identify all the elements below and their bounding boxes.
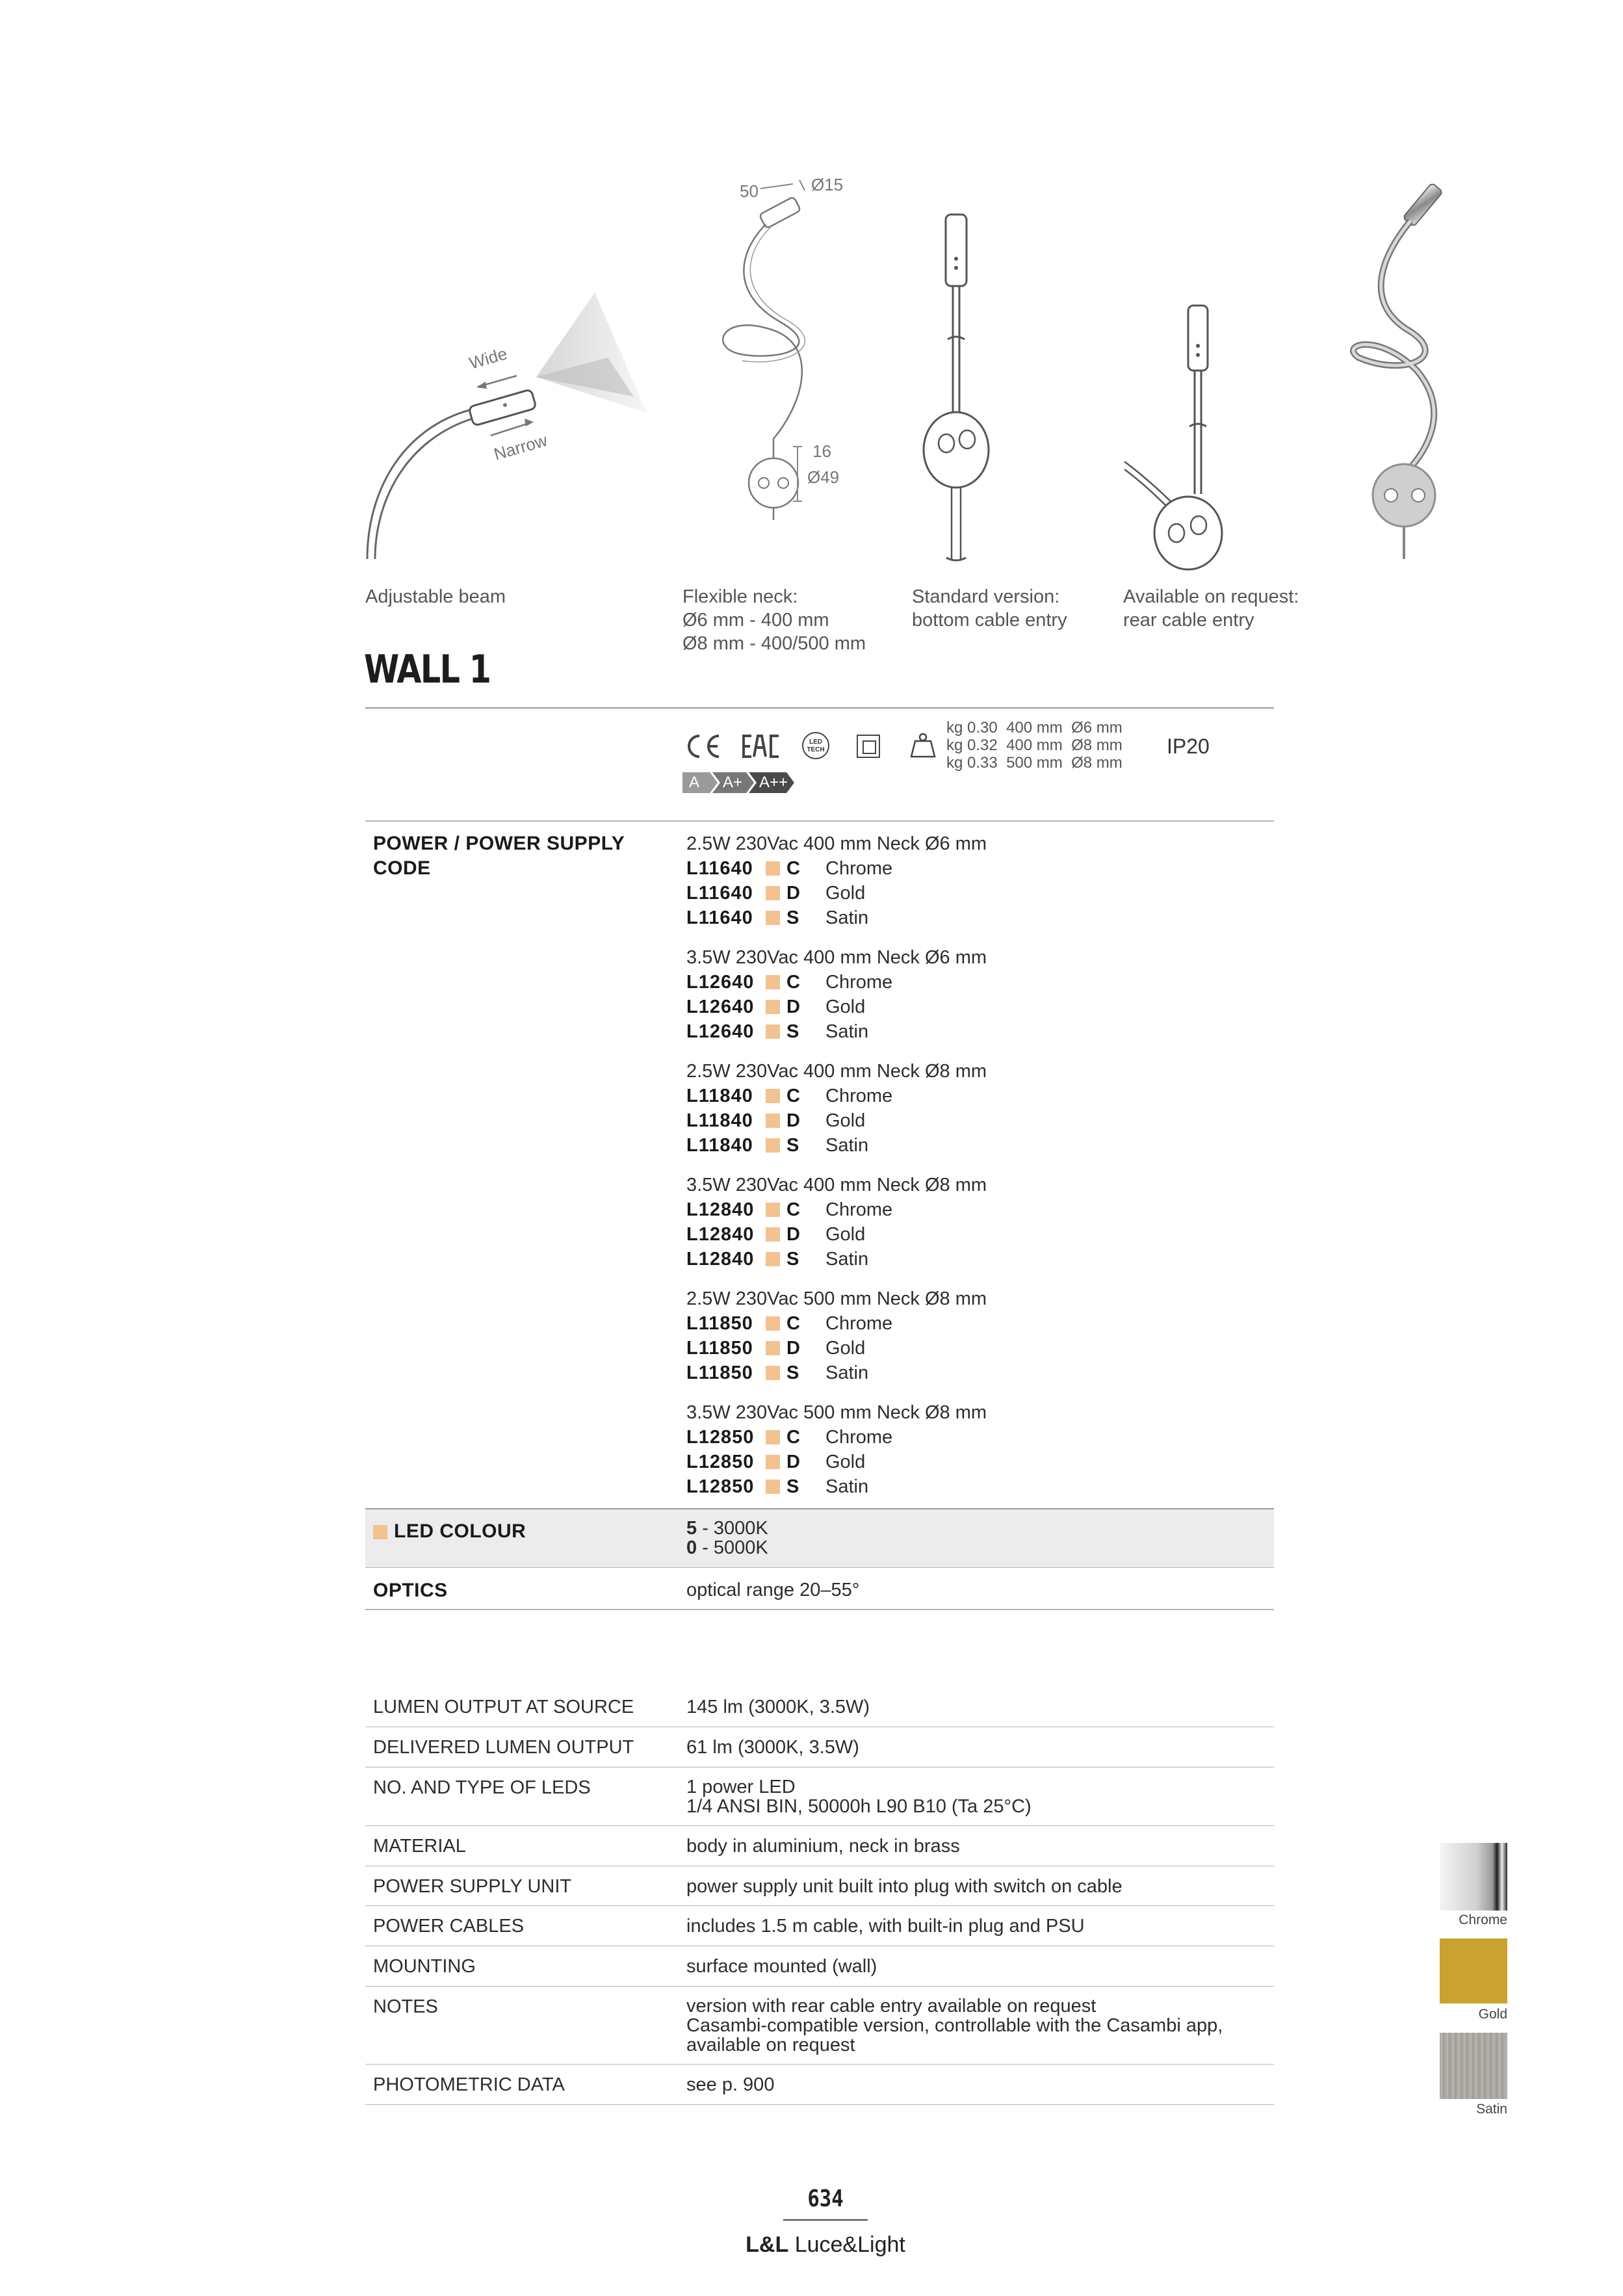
weight-kg: kg 0.32 [946, 737, 998, 754]
code-group [686, 1286, 987, 1385]
led-tech-icon: LED TECH [802, 732, 829, 759]
class-ii-inner [863, 740, 876, 754]
class-ii-icon [857, 735, 880, 758]
product-code: L11840 [686, 1110, 753, 1131]
spec-value: 145 lm (3000K, 3.5W) [686, 1697, 870, 1717]
swatch-chrome [1440, 1843, 1507, 1911]
weight-neck: Ø8 mm [1071, 754, 1123, 772]
spec-label: NO. AND TYPE OF LEDS [373, 1777, 591, 1798]
code-row [686, 1222, 987, 1247]
finish-name: Satin [825, 1363, 869, 1383]
code-group [686, 945, 987, 1044]
spec-value-line: available on request [686, 2035, 855, 2055]
led-colour-square [766, 1089, 780, 1103]
finish-suffix: D [786, 1224, 800, 1245]
led-colour-square [766, 1252, 780, 1266]
weight-neck: Ø6 mm [1071, 719, 1123, 737]
code-row [686, 1247, 987, 1272]
spec-row [365, 1986, 1274, 2065]
ce-mark-icon [684, 733, 723, 763]
energy-class-a: A [689, 774, 700, 791]
neck-diameter-dim: Ø15 [811, 175, 844, 194]
weight-neck: Ø8 mm [1071, 737, 1123, 754]
caption-line: Available on request: [1123, 586, 1299, 607]
base-diameter-dim: Ø49 [807, 467, 840, 487]
caption-line: rear cable entry [1123, 610, 1254, 631]
product-code: L11850 [686, 1313, 753, 1334]
led-colour-square [766, 1000, 780, 1014]
spec-row [365, 2064, 1274, 2105]
spec-label: NOTES [373, 1996, 438, 2017]
spec-label: POWER SUPPLY UNIT [373, 1876, 572, 1897]
finish-name: Chrome [825, 1086, 893, 1106]
finish-name: Satin [825, 1249, 869, 1270]
caption-line: Flexible neck: [682, 586, 798, 607]
finish-suffix: C [786, 1313, 800, 1334]
finish-name: Chrome [825, 1199, 893, 1220]
finish-suffix: S [786, 1476, 799, 1497]
finish-suffix: C [786, 1086, 800, 1106]
spec-value: includes 1.5 m cable, with built-in plug and PSU [686, 1916, 1085, 1937]
finish-name: Satin [825, 1135, 869, 1156]
spec-label: DELIVERED LUMEN OUTPUT [373, 1737, 634, 1758]
led-colour-square [766, 1430, 780, 1444]
code-row [686, 856, 987, 881]
led-colour-square [766, 1480, 780, 1494]
code-row [686, 1425, 987, 1450]
eac-mark-icon [742, 733, 783, 763]
spec-label: POWER CABLES [373, 1916, 525, 1937]
wide-label: Wide [467, 343, 510, 373]
weight-kg: kg 0.30 [946, 719, 998, 737]
product-code: L11640 [686, 907, 753, 928]
swatch-label: Satin [1476, 2102, 1507, 2117]
finish-name: Satin [825, 1476, 869, 1497]
led-colour-square [766, 1455, 780, 1469]
product-code: L11840 [686, 1135, 753, 1156]
weight-kg: kg 0.33 [946, 754, 998, 772]
led-colour-square [766, 1114, 780, 1128]
spec-label: LUMEN OUTPUT AT SOURCE [373, 1697, 634, 1717]
spec-row [365, 1905, 1274, 1946]
product-code: L12850 [686, 1452, 755, 1472]
led-colour-square [766, 1366, 780, 1380]
code-row [686, 1019, 987, 1044]
finish-name: Gold [825, 1224, 866, 1245]
spec-value: body in aluminium, neck in brass [686, 1836, 960, 1857]
weight-icon [909, 732, 937, 761]
finish-name: Gold [825, 1452, 866, 1472]
label-line: CODE [373, 857, 431, 879]
spec-value [686, 1996, 1223, 2055]
finish-suffix: D [786, 1110, 800, 1131]
code-group [686, 1059, 987, 1158]
finish-name: Gold [825, 1338, 866, 1359]
product-code: L12850 [686, 1476, 755, 1497]
finish-suffix: D [786, 1452, 800, 1472]
optics-label: OPTICS [373, 1580, 448, 1601]
brand-logo [728, 2232, 923, 2258]
spec-label: PHOTOMETRIC DATA [373, 2074, 565, 2095]
spec-value: 61 lm (3000K, 3.5W) [686, 1737, 859, 1758]
product-photo [1339, 176, 1469, 566]
finish-suffix: D [786, 1338, 800, 1359]
energy-class-a-plus: A+ [723, 774, 743, 791]
led-colour-square [373, 1525, 387, 1539]
finish-suffix: D [786, 997, 800, 1017]
weight-length: 500 mm [1006, 754, 1063, 772]
spec-value-line: 1/4 ANSI BIN, 50000h L90 B10 (Ta 25°C) [686, 1796, 1032, 1817]
finish-suffix: S [786, 1135, 799, 1156]
spec-label: MOUNTING [373, 1956, 476, 1977]
product-code: L11850 [686, 1338, 753, 1359]
caption-line: bottom cable entry [912, 610, 1067, 631]
code-row [686, 970, 987, 995]
group-spec: 3.5W 230Vac 500 mm Neck Ø8 mm [686, 1402, 987, 1423]
energy-class-bar [682, 772, 799, 792]
code-row [686, 1474, 987, 1499]
product-title: WALL 1 [364, 647, 491, 692]
optics-value: optical range 20–55° [686, 1580, 860, 1600]
weight-row [946, 737, 1123, 754]
group-spec: 2.5W 230Vac 400 mm Neck Ø6 mm [686, 833, 987, 854]
code-row [686, 1197, 987, 1222]
led-colour-option [686, 1538, 768, 1558]
led-colour-square [766, 975, 780, 989]
led-colour-square [766, 1203, 780, 1217]
code-row [686, 1311, 987, 1336]
group-spec: 2.5W 230Vac 400 mm Neck Ø8 mm [686, 1061, 987, 1082]
weights-table [946, 719, 1123, 772]
code-row [686, 1361, 987, 1385]
code-row [686, 906, 987, 930]
finish-name: Satin [825, 1021, 869, 1042]
spec-row [365, 1767, 1274, 1826]
product-code: L11640 [686, 858, 753, 879]
led-colour-square [766, 886, 780, 900]
colour-value: - 5000K [697, 1537, 768, 1558]
led-colour-square [766, 1138, 780, 1153]
code-group [686, 1400, 987, 1499]
led-colour-square [766, 1316, 780, 1331]
swatch-label: Chrome [1459, 1912, 1507, 1927]
code-group [686, 831, 987, 930]
swatch-label: Gold [1478, 2007, 1507, 2022]
product-code: L12640 [686, 997, 755, 1017]
finish-name: Chrome [825, 1313, 893, 1334]
ip-rating: IP20 [1167, 735, 1210, 758]
finish-name: Chrome [825, 972, 893, 993]
finish-suffix: S [786, 1021, 799, 1042]
finish-name: Gold [825, 1110, 866, 1131]
spec-value-line: 1 power LED [686, 1777, 796, 1797]
swatch-satin [1440, 2033, 1507, 2099]
finish-suffix: S [786, 907, 799, 928]
finish-suffix: D [786, 883, 800, 904]
page-number: 634 [807, 2185, 844, 2212]
spec-row [365, 1690, 1274, 1727]
led-colour-square [766, 1227, 780, 1242]
code-row [686, 881, 987, 906]
product-code: L12850 [686, 1427, 755, 1448]
finish-name: Gold [825, 883, 866, 904]
swatch-gold [1440, 1938, 1507, 2003]
product-code: L12640 [686, 972, 755, 993]
caption-adjustable-beam: Adjustable beam [365, 586, 506, 607]
label-line: POWER / POWER SUPPLY [373, 833, 625, 854]
neck-length-dim: 50 [740, 181, 759, 201]
caption-standard-version [912, 585, 1067, 632]
finish-suffix: C [786, 972, 800, 993]
finish-name: Chrome [825, 1427, 893, 1448]
weight-length: 400 mm [1006, 719, 1063, 737]
colour-code: 0 [686, 1537, 697, 1558]
group-spec: 3.5W 230Vac 400 mm Neck Ø8 mm [686, 1175, 987, 1195]
group-spec: 3.5W 230Vac 400 mm Neck Ø6 mm [686, 947, 987, 968]
energy-class-a-plus-plus: A++ [759, 774, 788, 791]
spec-value-line: Casambi-compatible version, controllable with the Casambi app, [686, 2015, 1223, 2036]
product-code: L12840 [686, 1224, 755, 1245]
rear-version-drawing [1111, 299, 1261, 572]
divider [365, 707, 1274, 709]
finish-name: Satin [825, 907, 869, 928]
code-section-label [373, 831, 625, 881]
caption-flexible-neck [682, 585, 866, 655]
code-row [686, 1108, 987, 1133]
led-colour-label: LED COLOUR [394, 1520, 526, 1542]
product-code: L12840 [686, 1249, 755, 1270]
narrow-label: Narrow [491, 430, 550, 464]
caption-line: Standard version: [912, 586, 1060, 607]
divider [365, 820, 1274, 822]
finish-suffix: C [786, 858, 800, 879]
brand-bold: L&L [746, 2232, 789, 2257]
led-colour-option [686, 1519, 768, 1538]
finish-suffix: S [786, 1363, 799, 1383]
spec-value-line: version with rear cable entry available on request [686, 1996, 1097, 2016]
standard-version-drawing [903, 208, 1033, 572]
code-row [686, 995, 987, 1019]
spec-value: surface mounted (wall) [686, 1956, 877, 1977]
finish-suffix: S [786, 1249, 799, 1270]
spec-value [686, 1777, 1032, 1816]
code-row [686, 1336, 987, 1361]
weight-row [946, 754, 1123, 772]
flexible-neck-drawing [695, 166, 890, 530]
finish-suffix: C [786, 1427, 800, 1448]
product-code: L11850 [686, 1363, 753, 1383]
product-code: L11840 [686, 1086, 753, 1106]
code-row [686, 1450, 987, 1474]
led-colour-options [686, 1519, 768, 1558]
code-group [686, 1173, 987, 1272]
finish-name: Chrome [825, 858, 893, 879]
product-code: L11640 [686, 883, 753, 904]
finish-suffix: C [786, 1199, 800, 1220]
weight-row [946, 719, 1123, 737]
spec-row [365, 1727, 1274, 1768]
group-spec: 2.5W 230Vac 500 mm Neck Ø8 mm [686, 1288, 987, 1309]
led-colour-square [766, 861, 780, 876]
finish-name: Gold [825, 997, 866, 1017]
product-code: L12640 [686, 1021, 755, 1042]
led-colour-square [766, 1341, 780, 1355]
code-row [686, 1084, 987, 1108]
colour-code: 5 [686, 1518, 697, 1539]
brand-name: Luce&Light [788, 2232, 905, 2257]
adjustable-beam-drawing [361, 280, 660, 566]
led-colour-square [766, 911, 780, 925]
spec-row [365, 1866, 1274, 1906]
led-colour-row [365, 1508, 1274, 1568]
caption-line: Ø8 mm - 400/500 mm [682, 633, 866, 654]
footer-rule [783, 2219, 868, 2221]
base-height-dim: 16 [812, 441, 831, 461]
spec-label: MATERIAL [373, 1836, 466, 1857]
caption-rear-version [1123, 585, 1299, 632]
spec-value: see p. 900 [686, 2074, 775, 2095]
weight-length: 400 mm [1006, 737, 1063, 754]
caption-line: Ø6 mm - 400 mm [682, 610, 829, 631]
spec-value: power supply unit built into plug with switch on cable [686, 1876, 1123, 1897]
divider [365, 1609, 1274, 1610]
code-row [686, 1133, 987, 1158]
spec-row [365, 1825, 1274, 1866]
led-colour-square [766, 1024, 780, 1039]
spec-row [365, 1946, 1274, 1987]
product-code: L12840 [686, 1199, 755, 1220]
colour-value: - 3000K [697, 1518, 768, 1539]
